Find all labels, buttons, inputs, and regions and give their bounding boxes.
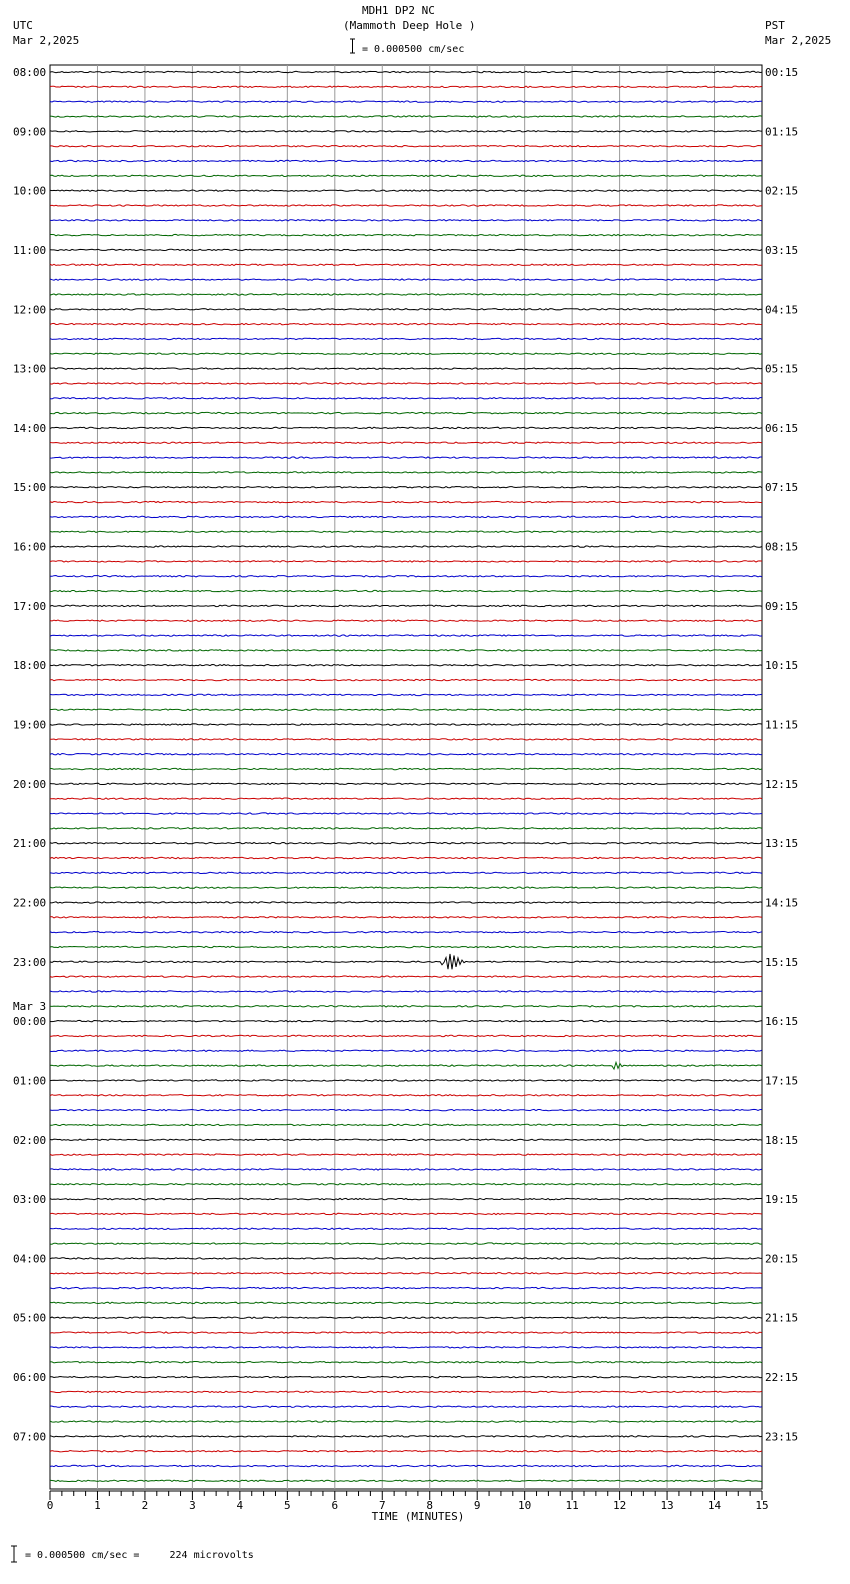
seismic-trace — [50, 472, 762, 473]
x-tick-label: 6 — [331, 1499, 339, 1512]
seismic-trace — [50, 546, 762, 547]
seismic-trace — [50, 1376, 762, 1377]
footer-scale-note: = 0.000500 cm/sec = 224 microvolts — [25, 1550, 254, 1561]
utc-hour-label: 16:00 — [13, 540, 47, 554]
seismic-trace — [50, 1436, 762, 1437]
x-tick-label: 9 — [473, 1499, 481, 1512]
utc-date-label: Mar 2,2025 — [13, 34, 80, 47]
utc-hour-label: 00:00 — [13, 1015, 47, 1029]
utc-hour-label: 04:00 — [13, 1252, 47, 1266]
seismic-trace — [50, 501, 762, 502]
seismic-trace — [50, 1035, 762, 1036]
seismic-trace — [50, 294, 762, 295]
seismic-trace — [50, 249, 762, 250]
seismic-trace — [50, 1080, 762, 1081]
x-tick-label: 11 — [565, 1499, 579, 1512]
seismic-trace — [50, 650, 762, 651]
seismic-trace — [50, 872, 762, 873]
x-tick-label: 12 — [612, 1499, 627, 1512]
utc-hour-label: 20:00 — [13, 777, 47, 791]
utc-hour-label: 21:00 — [13, 837, 47, 851]
seismic-trace — [50, 679, 762, 680]
pst-hour-label: 12:15 — [765, 777, 799, 791]
pst-hour-label: 03:15 — [765, 243, 799, 257]
seismic-trace — [50, 954, 762, 969]
utc-hour-label: 19:00 — [13, 718, 47, 732]
x-tick-label: 0 — [46, 1499, 54, 1512]
utc-hour-label: 23:00 — [13, 955, 47, 969]
pst-hour-label: 07:15 — [765, 481, 799, 495]
seismic-trace — [50, 160, 762, 161]
pst-hour-label: 20:15 — [765, 1252, 799, 1266]
seismic-trace — [50, 353, 762, 354]
pst-hour-label: 21:15 — [765, 1311, 799, 1325]
station-location: (Mammoth Deep Hole ) — [343, 19, 476, 32]
pst-hour-label: 13:15 — [765, 837, 799, 851]
seismic-trace — [50, 991, 762, 992]
seismic-trace — [50, 605, 762, 606]
seismic-trace — [50, 1184, 762, 1185]
x-tick-label: 15 — [755, 1499, 769, 1512]
utc-hour-label: 09:00 — [13, 125, 47, 139]
pst-hour-label: 11:15 — [765, 718, 799, 732]
utc-hour-label: 05:00 — [13, 1311, 47, 1325]
pst-hour-label: 23:15 — [765, 1430, 799, 1444]
seismic-trace — [50, 383, 762, 384]
utc-hour-label: 18:00 — [13, 659, 47, 673]
pst-hour-label: 01:15 — [765, 125, 799, 139]
day-change-label: Mar 3 — [13, 1000, 47, 1014]
seismic-trace — [50, 1062, 762, 1069]
seismic-trace — [50, 1213, 762, 1214]
seismic-trace — [50, 1228, 762, 1229]
seismic-trace — [50, 264, 762, 265]
seismic-trace — [50, 131, 762, 132]
x-tick-label: 4 — [236, 1499, 244, 1512]
trace-group — [50, 71, 762, 1481]
x-tick-label: 13 — [660, 1499, 674, 1512]
seismic-trace — [50, 946, 762, 947]
seismic-trace — [50, 887, 762, 888]
seismic-trace — [50, 86, 762, 87]
seismic-trace — [50, 739, 762, 740]
seismic-trace — [50, 1154, 762, 1155]
seismic-trace — [50, 71, 762, 72]
seismic-trace — [50, 902, 762, 903]
seismic-trace — [50, 398, 762, 399]
seismic-trace — [50, 828, 762, 829]
seismic-trace — [50, 1198, 762, 1199]
x-axis — [47, 1491, 769, 1523]
seismic-trace — [50, 1109, 762, 1110]
seismic-trace — [50, 1287, 762, 1288]
seismic-trace — [50, 1243, 762, 1244]
pst-hour-label: 09:15 — [765, 599, 799, 613]
pst-hour-label: 16:15 — [765, 1015, 799, 1029]
seismic-trace — [50, 857, 762, 858]
pst-date-label: Mar 2,2025 — [765, 34, 832, 47]
pst-hour-label: 19:15 — [765, 1193, 799, 1207]
seismic-trace — [50, 442, 762, 443]
x-tick-label: 14 — [707, 1499, 722, 1512]
pst-hour-label: 22:15 — [765, 1371, 799, 1385]
seismic-trace — [50, 1124, 762, 1125]
x-tick-label: 5 — [284, 1499, 291, 1512]
seismic-trace — [50, 205, 762, 206]
utc-hour-label: 15:00 — [13, 481, 47, 495]
seismic-trace — [50, 917, 762, 918]
seismic-trace — [50, 1095, 762, 1096]
seismic-trace — [50, 590, 762, 591]
pst-hour-label: 02:15 — [765, 184, 799, 198]
seismic-trace — [50, 1391, 762, 1392]
pst-hour-label: 08:15 — [765, 540, 799, 554]
utc-hour-label: 02:00 — [13, 1133, 47, 1147]
seismic-trace — [50, 709, 762, 710]
footer-scale-bar-icon — [10, 1545, 18, 1563]
seismic-trace — [50, 309, 762, 310]
seismic-trace — [50, 487, 762, 488]
seismic-trace — [50, 175, 762, 176]
seismic-trace — [50, 1302, 762, 1303]
pst-zone-label: PST — [765, 19, 785, 32]
x-tick-label: 1 — [94, 1499, 101, 1512]
utc-hour-label: 11:00 — [13, 243, 47, 257]
seismic-trace — [50, 116, 762, 117]
station-title: MDH1 DP2 NC — [362, 4, 435, 17]
seismic-trace — [50, 694, 762, 695]
seismic-trace — [50, 783, 762, 784]
seismic-trace — [50, 635, 762, 636]
x-tick-label: 7 — [378, 1499, 386, 1512]
seismic-trace — [50, 234, 762, 235]
seismic-trace — [50, 561, 762, 562]
seismic-trace — [50, 101, 762, 102]
seismic-trace — [50, 338, 762, 339]
seismic-trace — [50, 1465, 762, 1466]
x-tick-label: 8 — [426, 1499, 434, 1512]
seismic-trace — [50, 190, 762, 191]
seismic-trace — [50, 412, 762, 413]
utc-zone-label: UTC — [13, 19, 33, 32]
seismic-trace — [50, 146, 762, 147]
seismic-trace — [50, 576, 762, 577]
seismic-trace — [50, 516, 762, 517]
seismic-trace — [50, 1020, 762, 1021]
utc-hour-label: 17:00 — [13, 599, 47, 613]
x-tick-label: 2 — [141, 1499, 149, 1512]
seismic-trace — [50, 1169, 762, 1170]
seismic-trace — [50, 427, 762, 428]
x-tick-label: 3 — [189, 1499, 196, 1512]
seismic-trace — [50, 813, 762, 814]
utc-hour-label: 10:00 — [13, 184, 47, 198]
seismic-trace — [50, 1451, 762, 1452]
seismic-trace — [50, 931, 762, 932]
utc-hour-label: 08:00 — [13, 66, 47, 79]
seismic-trace — [50, 457, 762, 458]
pst-hour-label: 15:15 — [765, 955, 799, 969]
utc-hour-label: 22:00 — [13, 896, 47, 910]
pst-hour-label: 00:15 — [765, 66, 799, 79]
pst-hour-label: 04:15 — [765, 303, 799, 317]
utc-hour-label: 14:00 — [13, 421, 47, 435]
seismic-trace — [50, 724, 762, 725]
seismic-trace — [50, 798, 762, 799]
seismic-trace — [50, 1139, 762, 1140]
seismic-trace — [50, 768, 762, 769]
pst-hour-label: 14:15 — [765, 896, 799, 910]
seismic-trace — [50, 1362, 762, 1363]
seismic-trace — [50, 665, 762, 666]
pst-hour-label: 17:15 — [765, 1074, 799, 1088]
pst-hour-label: 05:15 — [765, 362, 799, 376]
seismic-trace — [50, 843, 762, 844]
seismic-trace — [50, 1273, 762, 1274]
seismic-trace — [50, 1317, 762, 1318]
seismic-trace — [50, 1480, 762, 1481]
seismic-trace — [50, 1347, 762, 1348]
seismic-trace — [50, 323, 762, 324]
seismic-trace — [50, 1050, 762, 1051]
seismic-trace — [50, 531, 762, 532]
seismic-trace — [50, 1006, 762, 1007]
seismic-trace — [50, 220, 762, 221]
pst-hour-label: 06:15 — [765, 421, 799, 435]
seismic-trace — [50, 1332, 762, 1333]
utc-hour-label: 13:00 — [13, 362, 47, 376]
scale-label: = 0.000500 cm/sec — [362, 44, 465, 55]
x-axis-title: TIME (MINUTES) — [371, 1510, 465, 1523]
seismic-trace — [50, 1421, 762, 1422]
utc-hour-label: 06:00 — [13, 1371, 47, 1385]
pst-hour-label: 10:15 — [765, 659, 799, 673]
utc-hour-label: 12:00 — [13, 303, 47, 317]
seismic-trace — [50, 1406, 762, 1407]
seismic-trace — [50, 754, 762, 755]
seismic-trace — [50, 368, 762, 369]
x-tick-label: 10 — [518, 1499, 532, 1512]
seismic-trace — [50, 279, 762, 280]
utc-hour-label: 07:00 — [13, 1430, 47, 1444]
seismic-trace — [50, 620, 762, 621]
pst-hour-label: 18:15 — [765, 1133, 799, 1147]
seismic-trace — [50, 976, 762, 977]
utc-hour-label: 03:00 — [13, 1193, 47, 1207]
seismic-trace — [50, 1258, 762, 1259]
utc-hour-label: 01:00 — [13, 1074, 47, 1088]
